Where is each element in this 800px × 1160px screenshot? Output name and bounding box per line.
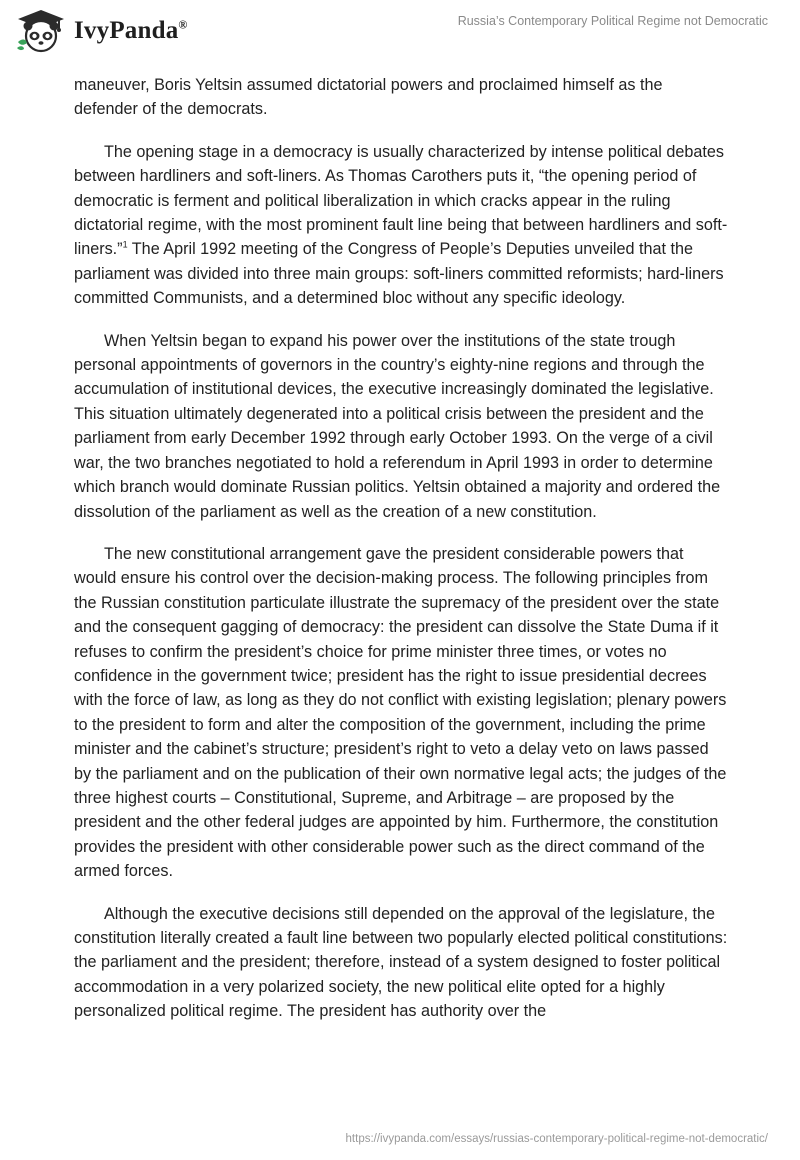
ivypanda-logo[interactable]	[14, 8, 188, 54]
logo-wordmark: IvyPanda®	[74, 17, 188, 44]
paragraph-5: Although the executive decisions still depended on the approval of the legislature, the constitution literally created a fault line between two popularly elected political constitutions: the parliament and the president; therefore, instead of a system designed to foster political accommodation in a very polarized society, the new political elite opted for a highly personalized political regime. The president has authority over the	[74, 904, 728, 1021]
essay-body	[74, 73, 730, 1042]
footnote-ref[interactable]: 1	[122, 240, 128, 251]
paragraph-2	[74, 140, 730, 311]
paragraph-1: maneuver, Boris Yeltsin assumed dictatorial powers and proclaimed himself as the defender of the democrats.	[74, 76, 663, 119]
panda-graduate-icon	[14, 8, 68, 54]
document-title: Russia’s Contemporary Political Regime not Democratic	[457, 14, 768, 28]
registered-mark: ®	[178, 17, 188, 32]
paragraph-3: When Yeltsin began to expand his power over the institutions of the state trough personal appointments of governors in the country’s eighty-nine regions and through the accumulation of institutional devices, the executive increasingly dominated the legislative. This situation ultimately degenerated into a political crisis between the president and the parliament from early December 1992 through early October 1993. On the verge of a civil war, the two branches negotiated to hold a referendum in April 1993 in order to determine which branch would dominate Russian politics. Yeltsin obtained a majority and ordered the dissolution of the parliament as well as the creation of a new constitution.	[74, 331, 721, 521]
source-url-link[interactable]: https://ivypanda.com/essays/russias-contemporary-political-regime-not-democratic/	[345, 1133, 768, 1145]
paragraph-2-text-continued: The April 1992 meeting of the Congress of People’s Deputies unveiled that the parliament was divided into three main groups: soft-liners committed reformists; hard-liners committed Communists, and a determined bloc without any specific ideology.	[74, 240, 724, 308]
page-header	[0, 0, 800, 60]
paragraph-4: The new constitutional arrangement gave the president considerable powers that would ensure his control over the decision-making process. The following principles from the Russian constitution particulate illustrate the supremacy of the president over the state and the consequent gagging of democracy: the president can dissolve the State Duma if it refuses to confirm the president’s choice for prime minister three times, or votes no confidence in the government twice; president has the right to issue presidential decrees with the force of law, as long as they do not conflict with existing legislation; plenary powers to the president to form and alter the composition of the government, including the prime minister and the cabinet’s structure; president’s right to veto a delay veto on laws passed by the parliament and on the publication of their own normative legal acts; the judges of the three highest courts – Constitutional, Supreme, and Arbitrage – are proposed by the president and the other federal judges are appointed by him. Furthermore, the constitution provides the president with other considerable power such as the direct command of the armed forces.	[74, 544, 727, 881]
paragraph-2-text: The opening stage in a democracy is usually characterized by intense political debates between hardliners and soft-liners. As Thomas Carothers puts it, “the opening period of democratic is ferment and political liberalization in which cracks appear in the ruling dictatorial regime, with the most prominent fault line being that between hardliners and soft-liners.”	[74, 142, 728, 259]
